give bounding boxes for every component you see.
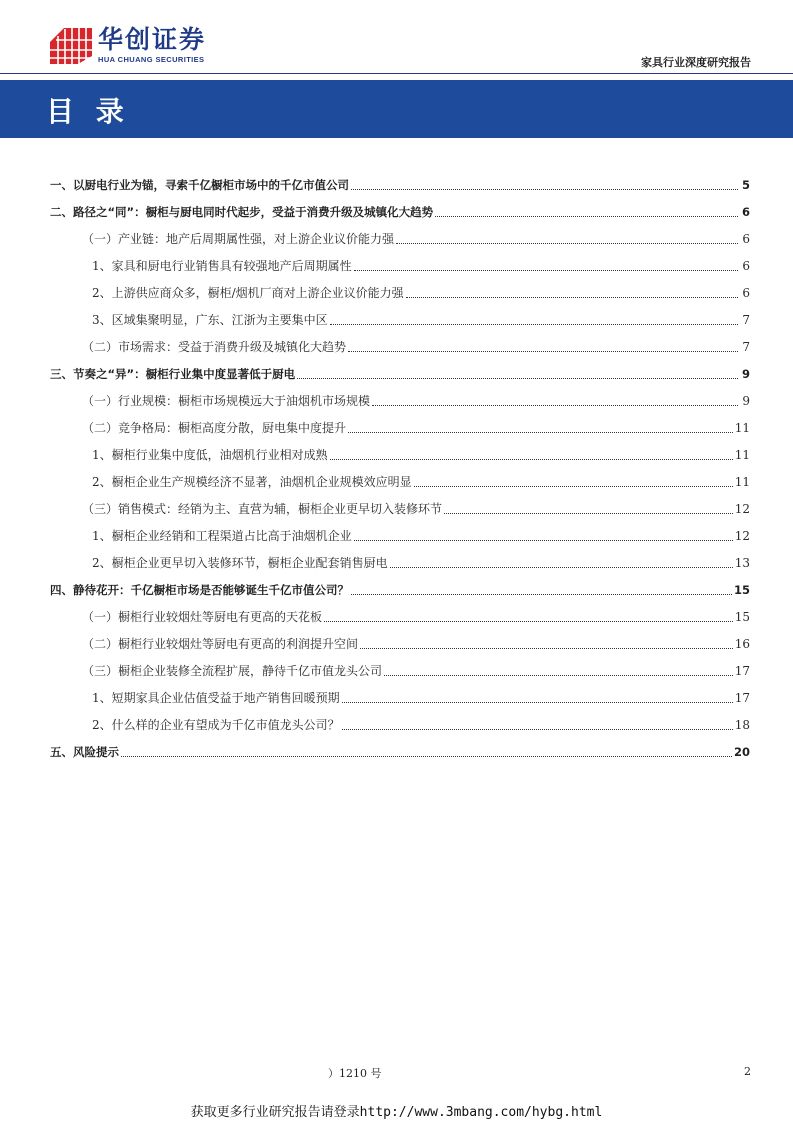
toc-entry-title: 1、短期家具企业估值受益于地产销售回暖预期 <box>92 691 340 705</box>
toc-entry-title: 五、风险提示 <box>50 745 119 759</box>
toc-dot-leader <box>351 593 732 595</box>
toc-entry-title: 二、路径之“同”：橱柜与厨电同时代起步，受益于消费升级及城镇化大趋势 <box>50 205 434 219</box>
toc-entry-page: 6 <box>741 205 750 219</box>
toc-entry[interactable] <box>50 328 750 355</box>
toc-dot-leader <box>330 323 738 325</box>
toc-entry-title: 2、橱柜企业生产规模经济不显著，油烟机企业规模效应明显 <box>92 475 412 489</box>
toc-entry[interactable] <box>50 463 750 490</box>
toc-entry-page: 15 <box>734 610 750 624</box>
toc-entry-title: 1、家具和厨电行业销售具有较强地产后周期属性 <box>92 259 352 273</box>
toc-entry-title: （一）产业链：地产后周期属性强，对上游企业议价能力强 <box>82 232 395 246</box>
toc-entry-title: （二）市场需求：受益于消费升级及城镇化大趋势 <box>82 340 347 354</box>
toc-entry-title: （三）销售模式：经销为主、直营为辅，橱柜企业更早切入装修环节 <box>82 502 443 516</box>
toc-entry-title: （一）行业规模：橱柜市场规模远大于油烟机市场规模 <box>82 394 371 408</box>
toc-entry[interactable] <box>50 409 750 436</box>
toc-entry-title: （二）竞争格局：橱柜高度分散，厨电集中度提升 <box>82 421 347 435</box>
toc-entry[interactable] <box>50 247 750 274</box>
toc-entry-page: 7 <box>742 340 750 354</box>
toc-entry-page: 6 <box>742 232 750 246</box>
toc-entry[interactable] <box>50 193 750 220</box>
toc-entry-page: 12 <box>734 502 750 516</box>
toc-dot-leader <box>351 188 738 190</box>
toc-entry[interactable] <box>50 652 750 679</box>
toc-dot-leader <box>384 674 733 676</box>
toc-entry-page: 17 <box>734 664 750 678</box>
toc-dot-leader <box>444 512 733 514</box>
toc-dot-leader <box>354 539 733 541</box>
toc-entry-page: 18 <box>734 718 750 732</box>
toc-dot-leader <box>324 620 733 622</box>
toc-dot-leader <box>414 485 733 487</box>
toc-entry-page: 5 <box>741 178 750 192</box>
promo-link-text[interactable]: 获取更多行业研究报告请登录http://www.3mbang.com/hybg.html <box>190 1105 603 1120</box>
toc-entry[interactable] <box>50 544 750 571</box>
page-number: 2 <box>744 1065 751 1078</box>
toc-entry-page: 17 <box>734 691 750 705</box>
toc-entry-page: 6 <box>742 259 750 273</box>
toc-entry-page: 9 <box>741 367 750 381</box>
toc-entry-title: （三）橱柜企业装修全流程扩展，静待千亿市值龙头公司 <box>82 664 383 678</box>
toc-entry-title: 3、区域集聚明显，广东、江浙为主要集中区 <box>92 313 328 327</box>
toc-entry[interactable] <box>50 706 750 733</box>
footer-code: ）1210 号 <box>328 1067 382 1080</box>
toc-dot-leader <box>348 350 738 352</box>
toc-entry-page: 7 <box>742 313 750 327</box>
toc-entry-page: 9 <box>742 394 750 408</box>
toc-dot-leader <box>342 701 733 703</box>
toc-dot-leader <box>396 242 738 244</box>
toc-dot-leader <box>330 458 733 460</box>
toc-entry[interactable] <box>50 490 750 517</box>
toc-entry-page: 12 <box>734 529 750 543</box>
toc-entry-title: 2、橱柜企业更早切入装修环节，橱柜企业配套销售厨电 <box>92 556 388 570</box>
toc-entry-page: 20 <box>733 745 750 759</box>
toc-dot-leader <box>406 296 738 298</box>
toc-entry[interactable] <box>50 382 750 409</box>
toc-entry-title: 1、橱柜企业经销和工程渠道占比高于油烟机企业 <box>92 529 352 543</box>
toc-entry-title: （二）橱柜行业较烟灶等厨电有更高的利润提升空间 <box>82 637 359 651</box>
toc-entry[interactable] <box>50 571 750 598</box>
logo-chinese-name: 华创证券 <box>98 25 207 54</box>
toc-entry-title: 一、以厨电行业为锚，寻索千亿橱柜市场中的千亿市值公司 <box>50 178 349 192</box>
toc-entry[interactable] <box>50 598 750 625</box>
toc-dot-leader <box>342 728 733 730</box>
toc-dot-leader <box>297 377 738 379</box>
toc-entry-title: （一）橱柜行业较烟灶等厨电有更高的天花板 <box>82 610 323 624</box>
toc-entry-page: 11 <box>734 448 750 462</box>
toc-dot-leader <box>390 566 733 568</box>
table-of-contents <box>50 166 750 760</box>
toc-entry-page: 13 <box>734 556 750 570</box>
toc-entry[interactable] <box>50 733 750 760</box>
toc-entry[interactable] <box>50 679 750 706</box>
title-band <box>0 80 793 138</box>
toc-dot-leader <box>354 269 738 271</box>
toc-entry[interactable] <box>50 517 750 544</box>
toc-entry-title: 三、节奏之“异”：橱柜行业集中度显著低于厨电 <box>50 367 296 381</box>
toc-dot-leader <box>360 647 733 649</box>
header-divider <box>0 73 793 74</box>
toc-entry[interactable] <box>50 274 750 301</box>
toc-entry-title: 1、橱柜行业集中度低，油烟机行业相对成熟 <box>92 448 328 462</box>
toc-dot-leader <box>121 755 732 757</box>
page-footer <box>0 1065 793 1081</box>
toc-entry[interactable] <box>50 220 750 247</box>
report-type-label: 家具行业深度研究报告 <box>641 56 751 69</box>
toc-entry-page: 11 <box>734 475 750 489</box>
toc-entry-title: 2、上游供应商众多，橱柜/烟机厂商对上游企业议价能力强 <box>92 286 404 300</box>
hua-chuang-logo-icon <box>50 28 92 64</box>
toc-dot-leader <box>348 431 733 433</box>
toc-entry-title: 2、什么样的企业有望成为千亿市值龙头公司？ <box>92 718 340 732</box>
toc-entry-title: 四、静待花开：千亿橱柜市场是否能够诞生千亿市值公司？ <box>50 583 349 597</box>
toc-dot-leader <box>435 215 738 217</box>
toc-entry[interactable] <box>50 625 750 652</box>
toc-entry-page: 11 <box>734 421 750 435</box>
toc-entry[interactable] <box>50 355 750 382</box>
toc-entry[interactable] <box>50 301 750 328</box>
page-header <box>0 0 793 80</box>
toc-entry-page: 16 <box>734 637 750 651</box>
toc-entry-page: 6 <box>742 286 750 300</box>
toc-dot-leader <box>372 404 738 406</box>
toc-entry[interactable] <box>50 166 750 193</box>
page-title: 目 录 <box>46 95 130 128</box>
toc-entry[interactable] <box>50 436 750 463</box>
toc-entry-page: 15 <box>733 583 750 597</box>
logo-english-name: HUA CHUANG SECURITIES <box>98 55 205 64</box>
